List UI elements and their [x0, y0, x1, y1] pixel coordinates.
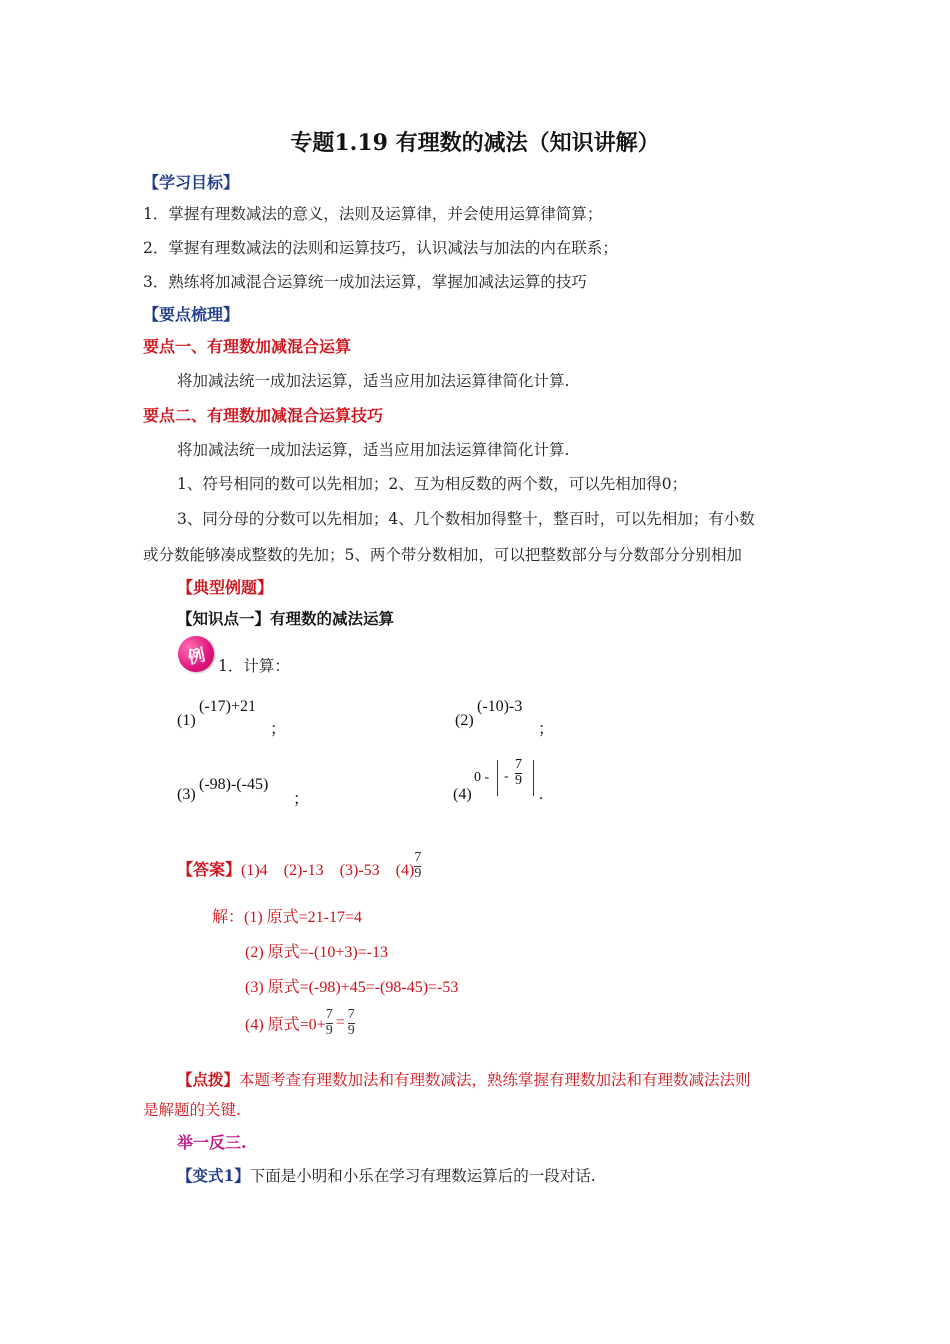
q1-label: (1) — [177, 712, 196, 729]
knowledge-point-1: 【知识点一】有理数的减法运算 — [177, 609, 395, 628]
q1-expression: (-17)+21 — [199, 698, 257, 715]
q3-end: ； — [293, 791, 310, 808]
point-2-line-3: 或分数能够凑成整数的先加；5、两个带分数相加，可以把整数部分与分数部分分别相加 — [143, 546, 742, 564]
page-title: 专题1.19 有理数的减法（知识讲解） — [290, 130, 660, 156]
hint-label: 【点拨】 — [177, 1070, 240, 1089]
answer-fraction — [414, 851, 421, 881]
solution-1: 解：(1) 原式=21-17=4 — [212, 909, 363, 926]
learning-goals-heading: 【学习目标】 — [143, 173, 240, 192]
answer-denominator: 9 — [414, 866, 422, 881]
q3-label: (3) — [177, 786, 196, 803]
solution-4-den-2: 9 — [347, 1022, 355, 1038]
q4-fraction — [515, 758, 522, 788]
q4-prefix: 0 - — [474, 770, 490, 785]
hint-text-1: 本题考查有理数加法和有理数减法，熟练掌握有理数加法和有理数减法法则 — [239, 1071, 751, 1089]
answer-row — [177, 850, 422, 882]
question-label: 1．计算： — [218, 657, 290, 675]
practice-heading: 举一反三. — [177, 1133, 247, 1152]
answer-text: (1)4 (2)-13 (3)-53 (4) — [241, 862, 415, 879]
solution-4-num-2: 7 — [347, 1007, 355, 1022]
point-1-title: 要点一、有理数加减混合运算 — [143, 337, 352, 356]
point-2-line-2: 3、同分母的分数可以先相加；4、几个数相加得整十，整百时，可以先相加；有小数 — [177, 510, 755, 528]
solution-3: (3) 原式=(-98)+45=-(98-45)=-53 — [245, 979, 459, 996]
solution-4-fraction-1 — [326, 1008, 333, 1038]
variant-text: 下面是小明和小乐在学习有理数运算后的一段对话. — [249, 1167, 596, 1185]
goal-item-1: 1．掌握有理数减法的意义，法则及运算律，并会使用运算律简算； — [143, 205, 603, 223]
q2-label: (2) — [455, 712, 474, 729]
q4-abs-value — [497, 758, 537, 798]
solution-4-equals: = — [335, 1014, 345, 1032]
point-2-title: 要点二、有理数加减混合运算技巧 — [143, 406, 384, 425]
solution-4-prefix: (4) 原式=0+ — [245, 1016, 326, 1034]
solution-4-den-1: 9 — [325, 1022, 333, 1038]
answer-label: 【答案】 — [177, 860, 242, 879]
hint-line-1 — [177, 1068, 751, 1090]
solution-4-fraction-2 — [348, 1008, 355, 1038]
q1-end: ； — [270, 721, 287, 738]
q4-numerator: 7 — [515, 757, 522, 772]
q2-expression: (-10)-3 — [477, 698, 523, 715]
point-2-text: 将加减法统一成加法运算，适当应用加法运算律简化计算. — [177, 441, 570, 459]
q4-label: (4) — [453, 786, 472, 803]
variant-1 — [177, 1164, 596, 1186]
variant-label: 【变式1】 — [177, 1166, 250, 1185]
goal-item-3: 3．熟练将加减混合运算统一成加法运算，掌握加减法运算的技巧 — [143, 273, 587, 291]
q3-expression: (-98)-(-45) — [199, 776, 269, 793]
point-1-text: 将加减法统一成加法运算，适当应用加法运算律简化计算. — [177, 372, 570, 390]
hint-line-2: 是解题的关键. — [143, 1101, 241, 1119]
q4-denominator: 9 — [515, 772, 522, 788]
example-badge-icon: 例 — [175, 633, 218, 676]
examples-heading: 【典型例题】 — [177, 578, 274, 597]
answer-numerator: 7 — [414, 850, 422, 866]
solution-2: (2) 原式=-(10+3)=-13 — [245, 944, 389, 961]
goal-item-2: 2．掌握有理数减法的法则和运算技巧，认识减法与加法的内在联系； — [143, 239, 618, 257]
key-points-heading: 【要点梳理】 — [143, 305, 240, 324]
q4-end: . — [539, 786, 543, 803]
point-2-line-1: 1、符号相同的数可以先相加；2、互为相反数的两个数，可以先相加得0； — [177, 475, 688, 493]
q4-sign: - — [504, 769, 509, 784]
solution-4-num-1: 7 — [325, 1007, 333, 1022]
solution-4 — [245, 1008, 355, 1038]
q2-end: ； — [538, 721, 555, 738]
